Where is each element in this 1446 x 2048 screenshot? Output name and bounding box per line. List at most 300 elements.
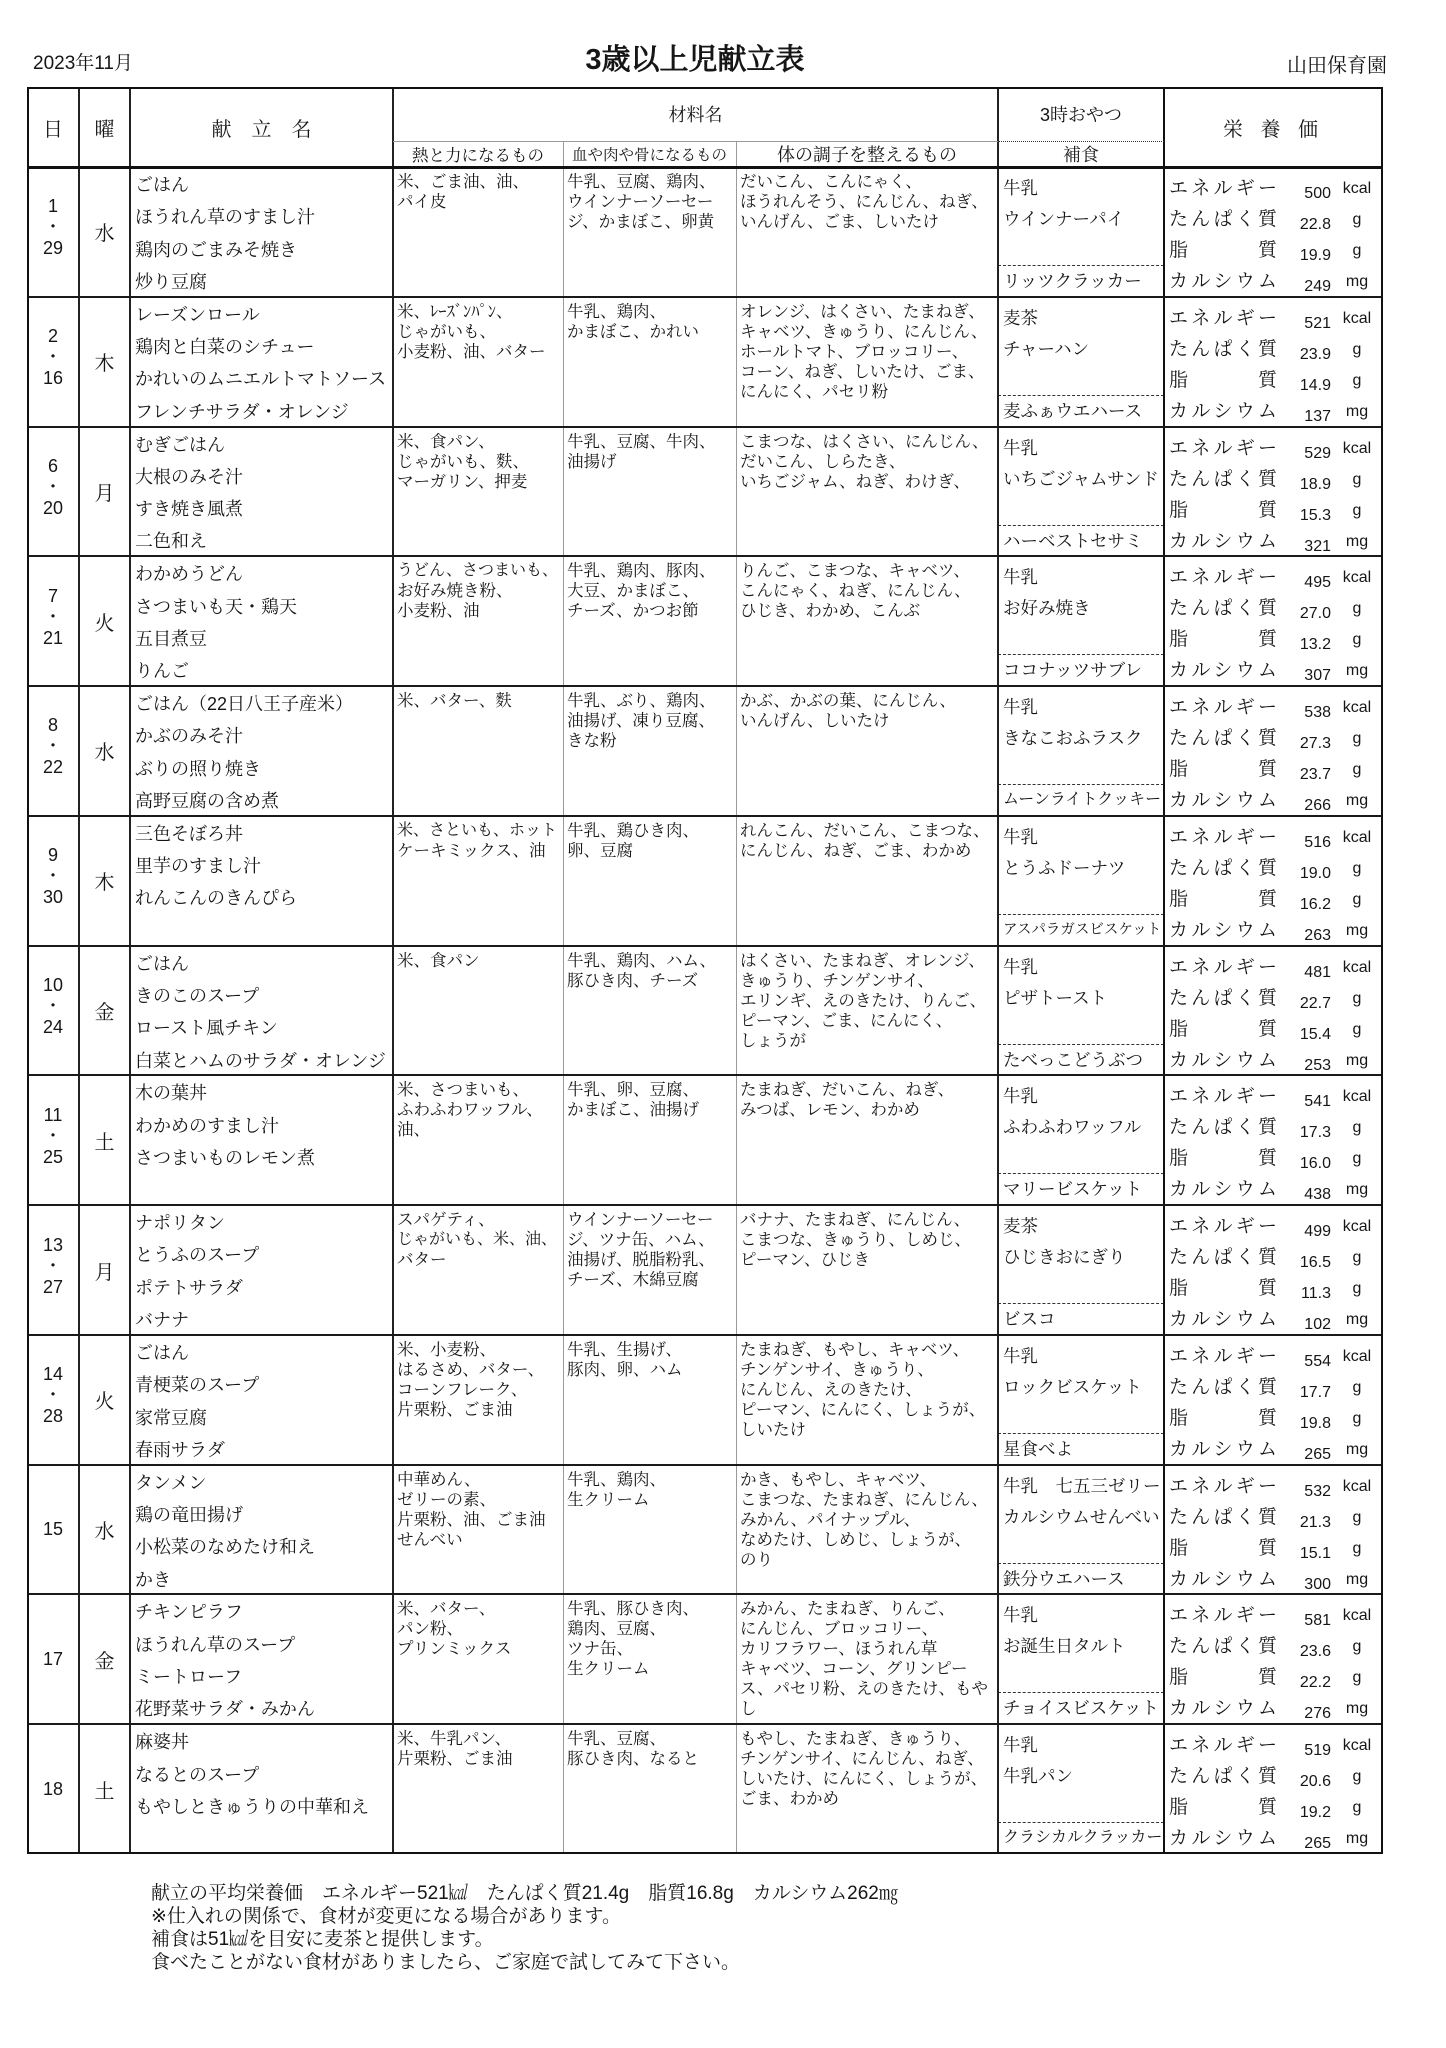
- menu-row: [27, 1335, 1383, 1465]
- nutrition-cell: [1164, 1205, 1383, 1335]
- date-cell: [27, 167, 79, 297]
- nutrition-label: たんぱく質: [1169, 987, 1277, 1009]
- nutrition-label: たんぱく質: [1169, 857, 1277, 879]
- ingredients-heat-cell: [393, 1075, 563, 1205]
- ingredient-line: しょうが: [740, 1031, 806, 1050]
- nutrition-label: 脂質: [1169, 1667, 1277, 1689]
- nutrition-fat: [1164, 1792, 1383, 1823]
- nutrition-unit: g: [1352, 371, 1362, 389]
- ingredient-line: こんにゃく、ねぎ、にんじん、: [740, 582, 971, 601]
- ingredient-line: 牛乳、鶏肉、ハム、: [567, 951, 716, 970]
- snack-item: きなこおふラスク: [1003, 728, 1143, 749]
- snack-item: チャーハン: [1003, 338, 1090, 359]
- snack-items: [1003, 173, 1162, 235]
- weekday-cell: [79, 556, 130, 686]
- date-number: 24: [42, 1016, 64, 1037]
- ingredient-line: うどん、さつまいも、: [397, 562, 558, 580]
- nutrition-energy: [1164, 1730, 1383, 1761]
- date-separator: ・: [44, 1255, 62, 1276]
- ingredient-line: キャベツ、コーン、グリンピー: [740, 1660, 968, 1679]
- nutrition-cell: [1164, 686, 1383, 816]
- nutrition-label: たんぱく質: [1169, 1636, 1277, 1658]
- nutrition-value: 19.9: [1299, 247, 1331, 264]
- menu-dish: 家常豆腐: [135, 1407, 207, 1428]
- menu-dish: タンメン: [135, 1472, 207, 1493]
- nutrition-value: 253: [1304, 1056, 1331, 1074]
- document-title: 3歳以上児献立表: [585, 44, 805, 76]
- nutrition-fat: [1164, 495, 1383, 526]
- weekday-cell: [79, 1594, 130, 1724]
- snack-cell: [998, 427, 1164, 557]
- ingredient-line: 米、バター、: [397, 1600, 496, 1619]
- snack-item: 麦茶: [1003, 307, 1038, 328]
- date-cell: [27, 1465, 79, 1595]
- ingredient-line: 牛乳、鶏肉、: [567, 302, 666, 321]
- ingredient-line: し: [740, 1700, 757, 1719]
- ingredient-line: みかん、たまねぎ、りんご、: [740, 1600, 955, 1619]
- nutrition-value: 16.2: [1299, 895, 1331, 913]
- menu-cell: [130, 556, 393, 686]
- nutrition-value: 19.2: [1299, 1804, 1331, 1822]
- ingredient-line: 小麦粉、油: [397, 602, 480, 621]
- nutrition-protein: [1164, 204, 1383, 235]
- supplement-item: たべっこどうぶつ: [1003, 1049, 1143, 1070]
- ingredients-body-cell: [736, 816, 998, 946]
- menu-cell: [130, 1724, 393, 1854]
- date-separator: ・: [44, 736, 62, 757]
- snack-items: [1003, 1211, 1162, 1273]
- ingredient-line: 大豆、かまぼこ、: [567, 582, 699, 601]
- nutrition-unit: g: [1352, 730, 1362, 748]
- nutrition-unit: mg: [1345, 1700, 1369, 1718]
- nutrition-cell: [1164, 1335, 1383, 1465]
- nutrition-unit: mg: [1345, 532, 1369, 550]
- nutrition-value: 22.8: [1299, 216, 1331, 233]
- ingredients-body-cell: [736, 946, 998, 1076]
- ingredient-line: 油揚げ、凍り豆腐、: [567, 712, 715, 731]
- nutrition-value: 16.0: [1299, 1155, 1331, 1173]
- nutrition-label: カルシウム: [1169, 790, 1277, 812]
- supplement-item: ハーベストセサミ: [1003, 530, 1143, 551]
- nutrition-label: カルシウム: [1169, 1309, 1277, 1331]
- date-separator: ・: [44, 1125, 62, 1146]
- nutrition-unit: kcal: [1342, 180, 1372, 197]
- weekday: 金: [94, 1001, 115, 1024]
- ingredient-line: にんじん、ブロッコリー、: [740, 1620, 938, 1639]
- date-number: 28: [42, 1406, 64, 1427]
- nutrition-label: たんぱく質: [1169, 598, 1277, 620]
- nutrition-value: 499: [1304, 1223, 1331, 1241]
- ingredient-line: 牛乳、鶏肉、豚肉、: [567, 562, 716, 581]
- nutrition-unit: kcal: [1342, 309, 1372, 327]
- nutrition-label: エネルギー: [1169, 1735, 1277, 1757]
- ingredient-line: じゃがいも、米、油、: [397, 1231, 558, 1249]
- column-header-ingredients: 材料名: [668, 105, 723, 125]
- nutrition-calcium: [1164, 655, 1383, 686]
- ingredients-body-cell: [736, 1594, 998, 1724]
- menu-dish: レーズンロール: [135, 304, 260, 325]
- ingredients-body-cell: [736, 1465, 998, 1595]
- weekday: 木: [94, 872, 115, 895]
- nutrition-cell: [1164, 556, 1383, 686]
- menu-table: [27, 87, 1383, 1854]
- ingredient-line: 牛乳、鶏肉、: [567, 1470, 666, 1489]
- ingredient-line: 米、食パン、: [397, 432, 495, 451]
- nutrition-unit: g: [1352, 1119, 1362, 1137]
- ingredient-line: 片栗粉、ごま油: [397, 1750, 513, 1769]
- menu-cell: [130, 686, 393, 816]
- grid-line-vertical: [129, 87, 131, 1854]
- nutrition-value: 15.4: [1299, 1025, 1331, 1043]
- ingredient-line: ホールトマト、ブロッコリー、: [740, 342, 969, 361]
- menu-dish: ポテトサラダ: [135, 1277, 243, 1298]
- ingredient-line: 豚ひき肉、チーズ: [567, 971, 699, 990]
- ingredients-blood-cell: [563, 167, 736, 297]
- nutrition-protein: [1164, 1502, 1383, 1533]
- menu-dish: 炒り豆腐: [135, 271, 207, 292]
- ingredient-line: コーンフレーク、: [397, 1380, 528, 1399]
- column-header-snack: 3時おやつ: [1039, 105, 1122, 125]
- date-stack: [43, 586, 63, 649]
- nutrition-value: 15.1: [1299, 1544, 1331, 1562]
- ingredients-heat-cell: [393, 1335, 563, 1465]
- nutrition-value: 532: [1304, 1482, 1331, 1500]
- nutrition-value: 27.3: [1299, 735, 1331, 753]
- date-stack: [43, 326, 63, 389]
- nutrition-energy: [1164, 173, 1383, 204]
- nutrition-value: 18.9: [1299, 475, 1331, 493]
- nutrition-unit: g: [1352, 501, 1362, 519]
- ingredient-line: 米、食パン: [397, 951, 480, 970]
- snack-items: [1003, 1730, 1162, 1792]
- menu-dish: 鶏肉のごまみそ焼き: [135, 239, 297, 260]
- menu-row: [27, 1724, 1383, 1854]
- grid-line-vertical-minor: [563, 141, 564, 1854]
- nutrition-label: たんぱく質: [1169, 1376, 1277, 1398]
- nutrition-calcium: [1164, 1174, 1383, 1205]
- ingredient-line: にんにく、パセリ粉: [740, 382, 889, 401]
- nutrition-value: 249: [1304, 278, 1331, 295]
- menu-dish: 青梗菜のスープ: [135, 1375, 260, 1396]
- menu-dish: ごはん（22日八王子産米）: [135, 694, 354, 715]
- ingredient-line: ピーマン、にんにく、しょうが、: [740, 1400, 986, 1419]
- nutrition-value: 500: [1304, 185, 1331, 202]
- date-number: 9: [47, 845, 58, 866]
- nutrition-unit: kcal: [1342, 958, 1372, 976]
- nutrition-unit: g: [1352, 989, 1362, 1007]
- date-cell: [27, 427, 79, 557]
- row-divider: [27, 1204, 1383, 1206]
- nutrition-unit: g: [1352, 1378, 1362, 1396]
- nutrition-value: 495: [1304, 574, 1331, 592]
- menu-dish: 五目煮豆: [135, 628, 207, 649]
- footer-notes: [151, 1882, 898, 1974]
- ingredient-line: ツナ缶、: [567, 1640, 633, 1659]
- menu-cell: [130, 1335, 393, 1465]
- snack-cell: [998, 1594, 1164, 1724]
- nutrition-label: エネルギー: [1169, 1086, 1277, 1108]
- nutrition-label: たんぱく質: [1169, 209, 1277, 230]
- footer-note: 補食は51㎉を目安に麦茶と提供します。: [151, 1929, 494, 1950]
- ingredient-line: こまつな、はくさい、にんじん、: [740, 432, 989, 451]
- column-header-day: 日: [43, 118, 63, 141]
- nutrition-label: カルシウム: [1169, 1698, 1277, 1720]
- snack-cell: [998, 1335, 1164, 1465]
- nutrition-value: 19.0: [1299, 864, 1331, 882]
- date-stack: [43, 845, 63, 908]
- ingredient-line: こまつな、たまねぎ、にんじん、: [740, 1490, 988, 1509]
- menu-dish: バナナ: [135, 1310, 189, 1331]
- ingredient-line: 米、小麦粉、: [397, 1340, 496, 1359]
- nutrition-unit: g: [1352, 761, 1362, 779]
- ingredient-line: 生クリーム: [567, 1660, 650, 1679]
- supplement-item: 鉄分ウエハース: [1003, 1568, 1125, 1589]
- snack-item: 牛乳: [1003, 1605, 1038, 1626]
- nutrition-protein: [1164, 593, 1383, 624]
- school-name: 山田保育園: [1287, 55, 1387, 77]
- date-separator: ・: [44, 476, 62, 497]
- supplement-item: クラシカルクラッカー: [1003, 1829, 1162, 1847]
- ingredient-line: 牛乳、鶏ひき肉、: [567, 821, 699, 840]
- ingredient-line: オレンジ、はくさい、たまねぎ、: [740, 302, 985, 321]
- menu-dish: わかめのすまし汁: [135, 1115, 279, 1136]
- snack-item: 牛乳: [1003, 1735, 1038, 1756]
- nutrition-fat: [1164, 1143, 1383, 1174]
- nutrition-protein: [1164, 723, 1383, 754]
- grid-line-dotted: [998, 141, 1164, 142]
- nutrition-unit: g: [1352, 470, 1362, 488]
- nutrition-label: エネルギー: [1169, 956, 1277, 978]
- menu-dish: とうふのスープ: [135, 1245, 260, 1266]
- menu-dish: 白菜とハムのサラダ・オレンジ: [135, 1050, 386, 1071]
- ingredient-line: ウインナーソーセー: [567, 193, 714, 211]
- ingredient-line: 牛乳、ぶり、鶏肉、: [567, 692, 716, 711]
- grid-line-vertical: [392, 87, 394, 1854]
- nutrition-label: たんぱく質: [1169, 338, 1277, 360]
- menu-dish: むぎごはん: [135, 434, 225, 455]
- nutrition-label: エネルギー: [1169, 567, 1277, 589]
- menu-dish: かぶのみそ汁: [135, 726, 243, 747]
- ingredients-blood-cell: [563, 1075, 736, 1205]
- nutrition-energy: [1164, 562, 1383, 593]
- nutrition-calcium: [1164, 1434, 1383, 1465]
- menu-dish: 麻婆丼: [135, 1732, 189, 1753]
- snack-item: 牛乳: [1003, 1345, 1038, 1366]
- supplement-item: チョイスビスケット: [1003, 1698, 1159, 1719]
- snack-cell: [998, 1465, 1164, 1595]
- nutrition-unit: g: [1352, 1669, 1362, 1687]
- supplement-item: 星食べよ: [1003, 1438, 1073, 1459]
- ingredient-line: れんこん、だいこん、こまつな、: [740, 821, 990, 840]
- supplement-item: リッツクラッカー: [1003, 271, 1142, 291]
- column-header-menu: 献 立 名: [211, 118, 312, 141]
- ingredients-body-cell: [736, 1724, 998, 1854]
- ingredients-heat-cell: [393, 556, 563, 686]
- date-stack: [43, 975, 63, 1038]
- menu-row: [27, 427, 1383, 557]
- date-number: 27: [42, 1276, 64, 1297]
- nutrition-protein: [1164, 464, 1383, 495]
- ingredients-blood-cell: [563, 297, 736, 427]
- ingredient-line: たまねぎ、もやし、キャベツ、: [740, 1340, 970, 1359]
- menu-dish: 大根のみそ汁: [135, 466, 243, 487]
- ingredient-line: ウインナーソーセー: [567, 1211, 714, 1230]
- nutrition-unit: mg: [1345, 1051, 1369, 1069]
- nutrition-value: 23.7: [1299, 766, 1331, 784]
- nutrition-energy: [1164, 1600, 1383, 1631]
- nutrition-energy: [1164, 1341, 1383, 1372]
- snack-item: 牛乳: [1003, 697, 1038, 718]
- ingredient-line: じゃがいも、: [397, 322, 496, 341]
- row-divider: [27, 1593, 1383, 1595]
- date-number: 14: [42, 1364, 64, 1385]
- ingredient-line: 片栗粉、ごま油: [397, 1400, 513, 1419]
- weekday-cell: [79, 946, 130, 1076]
- nutrition-label: たんぱく質: [1169, 1766, 1277, 1788]
- date-number: 6: [47, 455, 58, 476]
- date-stack: [43, 1519, 63, 1540]
- date-stack: [43, 456, 63, 519]
- ingredients-heat-cell: [393, 686, 563, 816]
- menu-dish: 鶏肉と白菜のシチュー: [135, 337, 315, 358]
- menu-dish: 二色和え: [135, 531, 207, 552]
- menu-dish: ナポリタン: [135, 1213, 225, 1234]
- nutrition-energy: [1164, 822, 1383, 853]
- ingredient-line: カリフラワー、ほうれん草: [740, 1640, 938, 1659]
- nutrition-value: 137: [1304, 407, 1331, 425]
- menu-dish: ごはん: [135, 175, 189, 195]
- nutrition-label: エネルギー: [1169, 1475, 1277, 1497]
- nutrition-fat: [1164, 1014, 1383, 1045]
- nutrition-unit: g: [1352, 211, 1362, 228]
- ingredients-heat-cell: [393, 167, 563, 297]
- nutrition-unit: g: [1352, 1020, 1362, 1038]
- ingredient-line: はくさい、たまねぎ、オレンジ、: [740, 951, 985, 970]
- nutrition-label: 脂質: [1169, 759, 1277, 781]
- ingredients-body-cell: [736, 297, 998, 427]
- menu-cell: [130, 946, 393, 1076]
- snack-item: お誕生日タルト: [1003, 1636, 1126, 1657]
- menu-cell: [130, 167, 393, 297]
- ingredient-line: はるさめ、バター、: [397, 1360, 545, 1379]
- nutrition-label: 脂質: [1169, 369, 1277, 391]
- ingredient-line: にんじん、ねぎ、ごま、わかめ: [740, 841, 972, 860]
- footer-average-nutrition: 献立の平均栄養価 エネルギー521㎉ たんぱく質21.4g 脂質16.8g カルシウム262㎎: [151, 1883, 898, 1904]
- nutrition-label: 脂質: [1169, 1407, 1277, 1429]
- ingredient-line: ごま、わかめ: [740, 1790, 839, 1809]
- date-stack: [43, 1235, 63, 1298]
- weekday-cell: [79, 1724, 130, 1854]
- nutrition-value: 519: [1304, 1742, 1331, 1760]
- date-cell: [27, 1075, 79, 1205]
- ingredient-line: ケーキミックス、油: [397, 841, 546, 860]
- weekday: 土: [94, 1131, 115, 1154]
- ingredient-line: いちごジャム、ねぎ、わけぎ、: [740, 472, 970, 491]
- nutrition-label: カルシウム: [1169, 1438, 1277, 1460]
- nutrition-value: 307: [1304, 667, 1331, 685]
- menu-dish: フレンチサラダ・オレンジ: [135, 401, 349, 422]
- snack-item: 牛乳 七五三ゼリー: [1003, 1475, 1161, 1496]
- ingredient-line: ふわふわワッフル、: [397, 1101, 543, 1120]
- nutrition-value: 22.2: [1299, 1674, 1331, 1692]
- nutrition-fat: [1164, 884, 1383, 915]
- ingredient-line: じゃがいも、麩、: [397, 452, 529, 471]
- ingredient-line: ジ、ツナ缶、ハム、: [567, 1231, 715, 1250]
- menu-cell: [130, 1075, 393, 1205]
- nutrition-label: たんぱく質: [1169, 1117, 1277, 1139]
- date-stack: [43, 196, 63, 259]
- ingredient-line: エリンギ、えのきたけ、りんご、: [740, 991, 987, 1010]
- column-header-weekday: 曜: [94, 118, 115, 141]
- nutrition-cell: [1164, 167, 1383, 297]
- ingredients-heat-cell: [393, 1594, 563, 1724]
- menu-dish: きのこのスープ: [135, 985, 260, 1006]
- nutrition-value: 21.3: [1299, 1513, 1331, 1531]
- date-separator: ・: [44, 217, 62, 238]
- nutrition-value: 23.6: [1299, 1643, 1331, 1661]
- nutrition-label: 脂質: [1169, 1278, 1277, 1300]
- ingredient-line: 米、バター、麩: [397, 692, 512, 711]
- menu-dish: 春雨サラダ: [135, 1439, 225, 1460]
- snack-cell: [998, 297, 1164, 427]
- ingredient-line: 油揚げ: [567, 452, 617, 471]
- nutrition-energy: [1164, 1471, 1383, 1502]
- nutrition-unit: g: [1352, 1409, 1362, 1427]
- column-header-heat-energy: 熱と力になるもの: [412, 147, 544, 165]
- nutrition-value: 19.8: [1299, 1414, 1331, 1432]
- supplement-item: マリービスケット: [1003, 1179, 1143, 1200]
- menu-dish: さつまいものレモン煮: [135, 1147, 315, 1168]
- nutrition-fat: [1164, 235, 1383, 266]
- ingredient-line: 牛乳、卵、豆腐、: [567, 1081, 699, 1100]
- nutrition-label: カルシウム: [1169, 1049, 1277, 1071]
- nutrition-unit: kcal: [1342, 1607, 1372, 1625]
- nutrition-label: カルシウム: [1169, 1179, 1277, 1201]
- menu-dish: 三色そぼろ丼: [135, 823, 243, 844]
- weekday: 金: [94, 1650, 115, 1673]
- weekday: 水: [94, 223, 115, 246]
- nutrition-unit: g: [1352, 1638, 1362, 1656]
- nutrition-label: エネルギー: [1169, 1216, 1277, 1238]
- grid-line-vertical: [78, 87, 80, 1854]
- weekday-cell: [79, 1335, 130, 1465]
- ingredients-body-cell: [736, 686, 998, 816]
- snack-item: お好み焼き: [1003, 598, 1091, 619]
- date-stack: [43, 715, 63, 778]
- ingredients-heat-cell: [393, 427, 563, 557]
- ingredients-body-cell: [736, 1335, 998, 1465]
- snack-items: [1003, 1471, 1162, 1533]
- weekday-cell: [79, 1075, 130, 1205]
- nutrition-energy: [1164, 303, 1383, 334]
- snack-cell: [998, 1075, 1164, 1205]
- weekday-cell: [79, 167, 130, 297]
- menu-dish: ほうれん草のすまし汁: [135, 207, 315, 228]
- supplement-item: 麦ふぁウエハース: [1003, 400, 1143, 421]
- menu-row: [27, 1594, 1383, 1724]
- nutrition-value: 554: [1304, 1352, 1331, 1370]
- nutrition-energy: [1164, 1211, 1383, 1242]
- date-cell: [27, 1335, 79, 1465]
- date-number: 18: [42, 1778, 64, 1799]
- ingredient-line: 卵、豆腐: [567, 841, 633, 860]
- snack-items: [1003, 1081, 1162, 1143]
- snack-item: 牛乳: [1003, 1086, 1038, 1107]
- nutrition-unit: mg: [1345, 402, 1369, 420]
- ingredient-line: 牛乳、豚ひき肉、: [567, 1600, 699, 1619]
- nutrition-unit: mg: [1345, 662, 1369, 680]
- menu-row: [27, 167, 1383, 297]
